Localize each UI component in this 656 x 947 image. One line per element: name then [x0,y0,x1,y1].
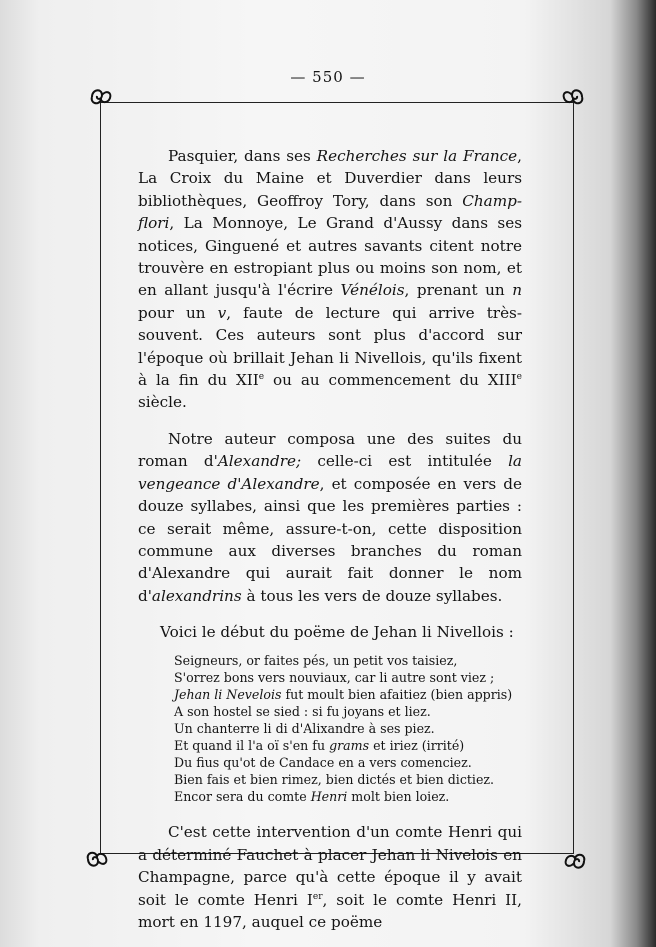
superscript: er [312,891,323,902]
poem-line: Un chanterre li di d'Alixandre à ses piez. [174,720,435,736]
italic-name: Jehan li Nevelois [174,686,282,702]
paragraph-1 [138,145,522,414]
corner-ornament-icon [84,848,110,870]
text-run: ou au commencement du XIII [264,371,517,390]
poem-line: Bien fais et bien rimez, bien dictés et bien dictiez. [174,772,495,788]
poem-line: Du fius qu'ot de Candace en a vers comenciez. [174,755,472,771]
poem-line [174,737,522,754]
page-number: — 550 — [290,68,366,86]
corner-ornament-icon [560,86,586,108]
text-run: et iriez [369,738,422,753]
italic-letter: n [512,281,522,300]
poem-excerpt [174,652,522,806]
text-run: C'est cette intervention d'un comte Henri qui a déterminé Fauchet à placer Jehan li Nivelois en Champagne, parce qu'à cette époque il y avait soit le comte Henri I [138,823,522,909]
italic-term: Vénélois [340,281,405,300]
text-run: fut moult bien afaitiez [281,686,431,702]
poem-line: A son hostel se sied : si fu joyans et liez. [174,703,431,719]
text-run: à tous les vers de douze syllabes. [241,586,503,605]
text-run: pour un [138,303,218,322]
text-run: Et quand il l'a oï s'en fu [174,738,330,753]
text-run: , soit le comte Henri II, mort en 1197, auquel ce poëme [138,890,523,931]
italic-title: Recherches sur la France [316,147,518,165]
text-run: , prenant un [404,281,513,300]
text-run: , et composée en vers de douze syllabes, ainsi que les premières parties : ce serait même, assure-t-on, cette disposition commune aux diverses branches du roman d'Alexandre qui aurait fait donner le nom d' [138,474,522,605]
text-run: , La Monnoye, Le Grand d'Aussy dans ses notices, Ginguené et autres savants citent notre trouvère en estropiant plus ou moins son nom, et en allant jusqu'à l'écrire [138,214,522,300]
poem-intro: Voici le début du poëme de Jehan li Nivellois : [160,623,514,642]
gloss: (irrité) [421,738,465,753]
superscript: e [516,372,522,382]
italic-word: grams [329,738,370,753]
italic-title: la vengeance d'Alexandre [138,452,522,493]
gloss: (bien appris) [430,686,513,702]
paragraph-2 [138,428,522,607]
italic-letter: v [217,303,227,322]
paragraph-3 [138,821,522,933]
text-run: celle-ci est intitulée [301,452,509,471]
corner-ornament-icon [562,850,588,872]
text-run: Pasquier, dans ses [168,147,317,165]
corner-ornament-icon [88,86,114,108]
poem-line [174,686,522,703]
text-run: , La Croix du Maine et Duverdier dans leurs bibliothèques, Geoffroy Tory, dans son [138,147,522,210]
text-run: , faute de lecture qui arrive très-souvent. Ces auteurs sont plus d'accord sur l'époque où brillait Jehan li Nivellois, qu'ils fixent à la fin du XII [138,303,522,390]
poem-line [174,788,522,805]
italic-name: Henri [310,789,348,805]
text-run: siècle. [138,393,187,412]
poem-line: S'orrez bons vers nouviaux, car li autre sont viez ; [174,669,495,685]
superscript: e [258,372,265,382]
text-run: Encor sera du comte [174,789,311,805]
body-text [138,145,522,947]
italic-term: alexandrins [151,586,242,605]
text-run: molt bien loiez. [347,789,450,805]
italic-title: Alexandre; [217,452,302,471]
text-run: Notre auteur composa une des suites du roman d' [138,429,522,471]
poem-line: Seigneurs, or faites pés, un petit vos taisiez, [174,652,458,668]
italic-title: Champ-flori [138,191,522,233]
